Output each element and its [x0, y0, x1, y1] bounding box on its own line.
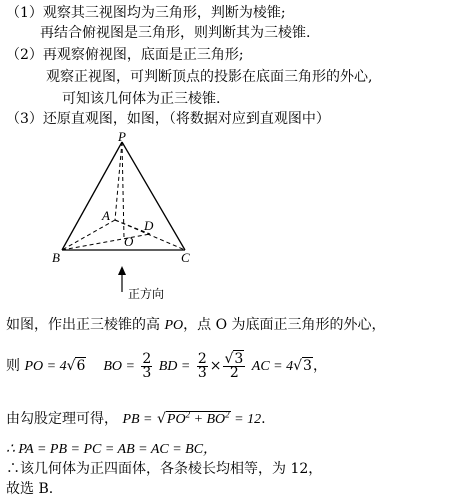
analysis-line-4: 观察正视图，可判断顶点的投影在底面三角形的外心,	[46, 69, 373, 85]
solution-line-3: 由勾股定理可得， PB = $√PO^2 + BO^2 = 12$.	[6, 409, 266, 427]
label-b: B	[52, 250, 60, 265]
solution-line-6: 故选 B.	[6, 481, 54, 497]
label-o: O	[124, 234, 134, 249]
analysis-line-3: （2）再观察俯视图，底面是正三角形;	[6, 47, 244, 63]
direction-label: 正方向	[128, 287, 165, 301]
analysis-line-5: 可知该几何体为正三棱锥.	[62, 91, 221, 107]
solution-line-5: ∴该几何体为正四面体，各条棱长均相等，为 12，	[6, 461, 323, 477]
pyramid-figure	[40, 132, 210, 310]
solution-line-2: 则 PO = 4√6 BO = $\frac{2}{3}$ BD = $\frac{2}{3}$ × $\frac{√3}{2}$ AC = 4√3，	[6, 350, 327, 381]
edge-pb	[62, 142, 122, 250]
analysis-line-1: （1）观察其三视图均为三角形，判断为棱锥;	[6, 5, 286, 21]
label-p: P	[118, 132, 126, 144]
solution-line-1: 如图，作出正三棱锥的高 PO，点 O 为底面正三角形的外心，	[6, 317, 386, 333]
analysis-line-6: （3）还原直观图，如图，（将数据对应到直观图中）	[6, 111, 330, 127]
label-a: A	[102, 208, 110, 223]
direction-arrow-head	[118, 266, 126, 275]
label-d: D	[144, 218, 154, 233]
solution-line-4: ∴ PA = PB = PC = AB = AC = BC，	[6, 442, 218, 457]
analysis-line-2: 再结合俯视图是三角形，则判断其为三棱锥.	[40, 25, 311, 41]
label-c: C	[181, 250, 190, 265]
